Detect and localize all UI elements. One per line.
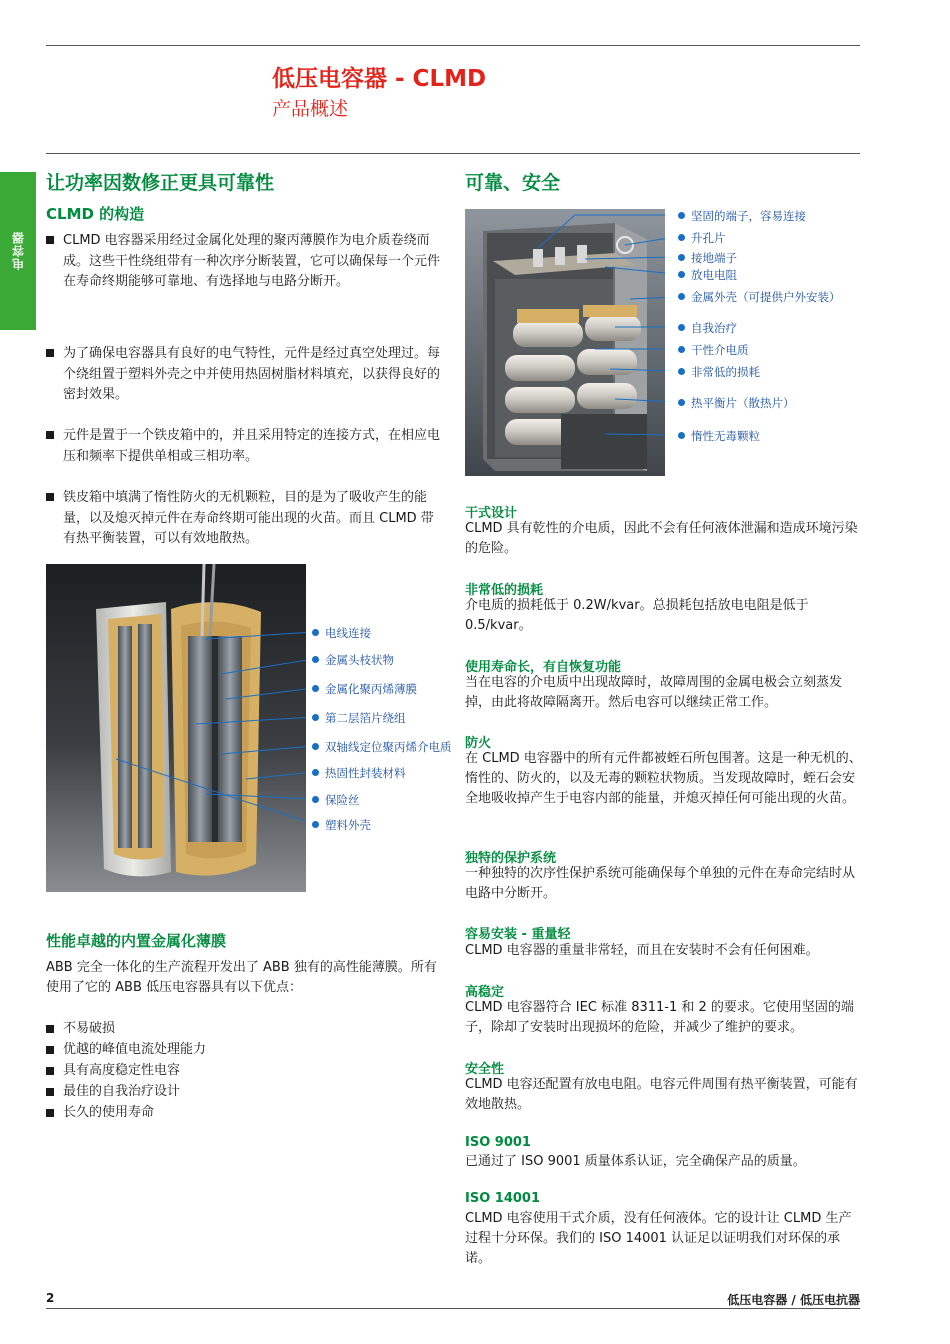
footer-rule [46, 1308, 860, 1309]
callout-label: 热平衡片（散热片） [691, 396, 795, 410]
callout-label: 干性介电质 [691, 343, 749, 357]
callout-dot [678, 324, 685, 331]
callout-dot [312, 629, 319, 636]
construction-bullet [46, 488, 446, 550]
page-title: 低压电容器 - CLMD [272, 66, 487, 92]
film-advantage-text: 长久的使用寿命 [63, 1105, 155, 1120]
callout-dot [678, 368, 685, 375]
feature-text: 一种独特的次序性保护系统可能确保每个单独的元件在寿命完结时从电路中分断开。 [465, 866, 856, 901]
callout-label: 金属外壳（可提供户外安装） [691, 290, 841, 304]
callout-label: 保险丝 [325, 793, 360, 807]
callout-dot [312, 769, 319, 776]
construction-bullet [46, 231, 446, 293]
bullet-marker [46, 431, 54, 439]
section-tab-label: 电容器 [11, 231, 26, 271]
film-advantage-item [46, 1019, 115, 1039]
bullet-marker [46, 493, 54, 501]
film-heading: 性能卓越的内置金属化薄膜 [46, 932, 227, 950]
construction-bullet [46, 344, 446, 406]
feature-text: CLMD 电容器的重量非常轻，而且在安装时不会有任何困难。 [465, 943, 819, 958]
callout-dot [312, 714, 319, 721]
feature-title: 高稳定 [465, 985, 505, 1000]
feature-text: CLMD 电容器符合 IEC 标准 8311-1 和 2 的要求。它使用坚固的端子，除却了安装时出现损坏的危险，并减少了维护的要求。 [465, 1000, 854, 1035]
feature-title: 安全性 [465, 1062, 505, 1077]
callout-dot [678, 432, 685, 439]
callout-label: 放电电阻 [691, 268, 737, 282]
feature-text: 介电质的损耗低于 0.2W/kvar。总损耗包括放电电阻是低于 0.5/kvar。 [465, 598, 809, 633]
callout-label: 热固性封装材料 [325, 766, 406, 780]
page-number: 2 [46, 1291, 55, 1305]
feature-text: CLMD 电容使用干式介质，没有任何液体。它的设计让 CLMD 生产过程十分环保。我们的 ISO 14001 认证足以证明我们对环保的承诺。 [465, 1211, 852, 1266]
callout-label: 电线连接 [325, 626, 371, 640]
feature-text: 在 CLMD 电容器中的所有元件都被蛭石所包围著。这是一种无机的、惰性的、防火的，以及无毒的颗粒状物质。当发现故障时，蛭石会安全地吸收掉产生于电容内部的能量，并熄灭掉任何可能出现的火苗。 [465, 751, 862, 806]
callout-label: 双轴线定位聚丙烯介电质 [325, 740, 452, 754]
feature-text: CLMD 具有乾性的介电质，因此不会有任何液体泄漏和造成环境污染的危险。 [465, 521, 858, 556]
callout-label: 坚固的端子，容易连接 [691, 209, 806, 223]
bullet-text: CLMD 电容器采用经过金属化处理的聚丙薄膜作为电介质卷绕而成。这些干性绕组带有一种次序分断装置，它可以确保每一个元件在寿命终期能够可靠地、有选择地与电路分断开。 [63, 233, 441, 289]
callout-dot [678, 212, 685, 219]
top-rule [46, 45, 860, 46]
construction-bullet [46, 426, 446, 467]
callout-dot [312, 796, 319, 803]
film-advantage-text: 具有高度稳定性电容 [63, 1063, 181, 1078]
feature-title: ISO 9001 [465, 1135, 531, 1150]
bullet-marker [46, 1025, 54, 1033]
left-heading: 让功率因数修正更具可靠性 [46, 172, 275, 194]
capacitor-element-illustration [46, 564, 306, 892]
callout-label: 金属头枝状物 [325, 653, 394, 667]
callout-dot [312, 656, 319, 663]
bullet-marker [46, 1109, 54, 1117]
callout-label: 金属化聚丙烯薄膜 [325, 682, 417, 696]
feature-title: 独特的保护系统 [465, 851, 557, 866]
callout-dot [312, 821, 319, 828]
film-advantage-text: 最佳的自我治疗设计 [63, 1084, 181, 1099]
feature-title: 容易安装 - 重量轻 [465, 927, 571, 942]
footer-title: 低压电容器 / 低压电抗器 [727, 1293, 860, 1307]
feature-title: 使用寿命长，有自恢复功能 [465, 660, 622, 675]
page-subtitle: 产品概述 [272, 98, 349, 120]
callout-label: 塑料外壳 [325, 818, 371, 832]
capacitor-box-illustration [465, 209, 665, 476]
callout-dot [678, 271, 685, 278]
bullet-text: 为了确保电容器具有良好的电气特性，元件是经过真空处理过。每个绕组置于塑料外壳之中并使用热固树脂材料填充，以获得良好的密封效果。 [63, 346, 441, 402]
film-advantage-item [46, 1082, 180, 1102]
feature-title: ISO 14001 [465, 1191, 541, 1206]
callout-dot [678, 399, 685, 406]
film-advantage-item [46, 1040, 206, 1060]
bullet-marker [46, 1046, 54, 1054]
film-advantage-text: 优越的峰值电流处理能力 [63, 1042, 207, 1057]
callout-label: 接地端子 [691, 251, 737, 265]
callout-label: 自我治疗 [691, 321, 737, 335]
callout-label: 第二层箔片绕组 [325, 711, 406, 725]
callout-dot [312, 743, 319, 750]
film-advantage-text: 不易破损 [63, 1021, 116, 1036]
right-heading: 可靠、安全 [465, 172, 561, 194]
callout-label: 升孔片 [691, 231, 726, 245]
feature-title: 防火 [465, 736, 492, 751]
callout-dot [678, 254, 685, 261]
feature-text: CLMD 电容还配置有放电电阻。电容元件周围有热平衡装置，可能有效地散热。 [465, 1077, 858, 1112]
header-bottom-rule [46, 153, 860, 154]
bullet-marker [46, 236, 54, 244]
callout-dot [678, 293, 685, 300]
construction-heading: CLMD 的构造 [46, 205, 145, 223]
bullet-text: 元件是置于一个铁皮箱中的，并且采用特定的连接方式，在相应电压和频率下提供单相或三相功率。 [63, 428, 441, 464]
section-tab [0, 172, 36, 330]
callout-label: 非常低的损耗 [691, 365, 760, 379]
feature-text: 当在电容的介电质中出现故障时，故障周围的金属电极会立刻蒸发掉，由此将故障隔离开。然后电容可以继续正常工作。 [465, 675, 843, 710]
callout-dot [312, 685, 319, 692]
feature-text: 已通过了 ISO 9001 质量体系认证，完全确保产品的质量。 [465, 1154, 806, 1169]
callout-dot [678, 346, 685, 353]
film-advantage-item [46, 1103, 154, 1123]
callout-dot [678, 234, 685, 241]
bullet-marker [46, 1067, 54, 1075]
callout-label: 惰性无毒颗粒 [691, 429, 760, 443]
bullet-marker [46, 1088, 54, 1096]
feature-title: 干式设计 [465, 506, 518, 521]
bullet-text: 铁皮箱中填满了惰性防火的无机颗粒，目的是为了吸收产生的能量，以及熄灭掉元件在寿命终期可能出现的火苗。而且 CLMD 带有热平衡装置，可以有效地散热。 [63, 490, 434, 546]
film-advantage-item [46, 1061, 180, 1081]
bullet-marker [46, 349, 54, 357]
film-text: ABB 完全一体化的生产流程开发出了 ABB 独有的高性能薄膜。所有使用了它的 ABB 低压电容器具有以下优点： [46, 960, 437, 995]
feature-title: 非常低的损耗 [465, 583, 544, 598]
